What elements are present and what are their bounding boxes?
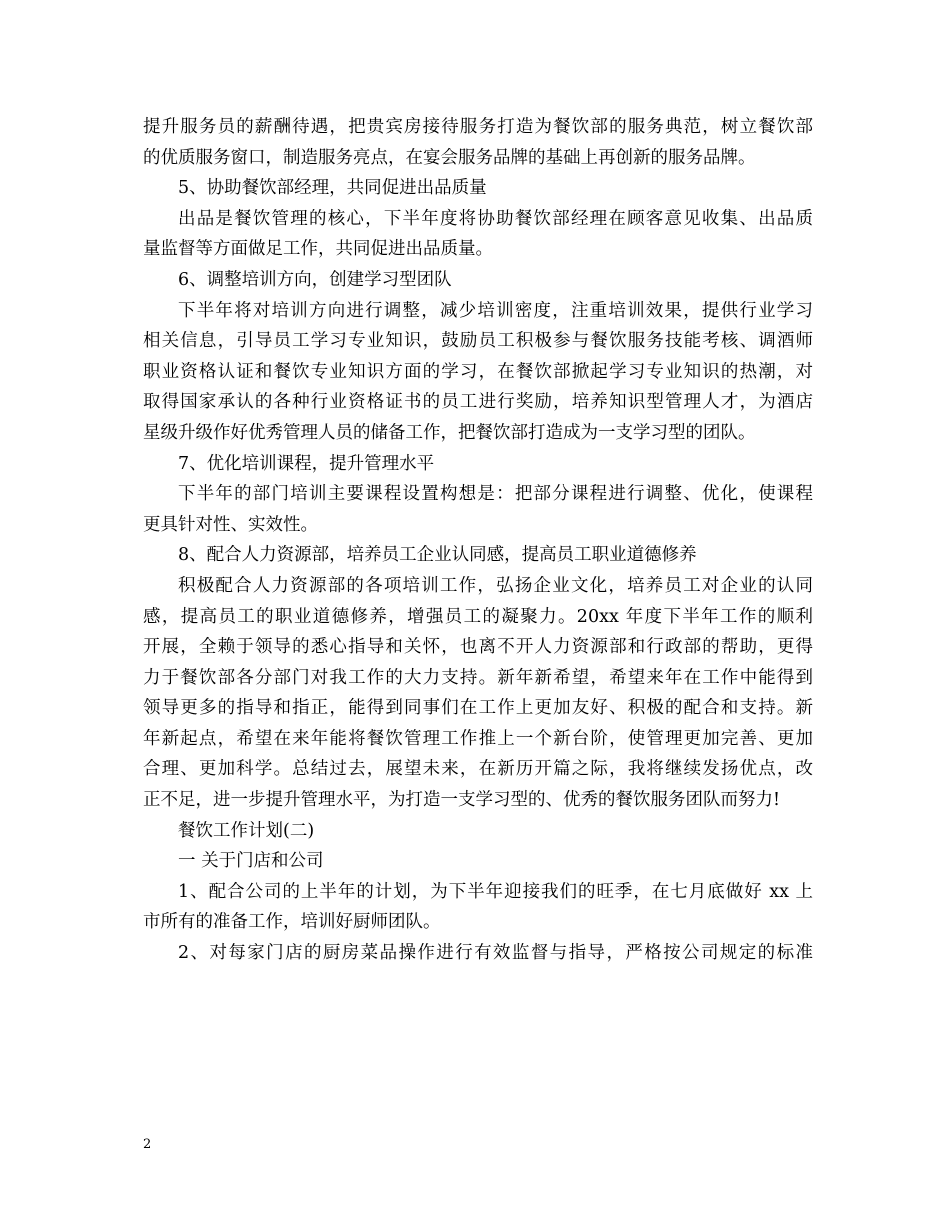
text-line: 年新起点，希望在来年能将餐饮管理工作推上一个新台阶，使管理更加完善、更加: [143, 728, 813, 749]
text-line: 市所有的准备工作，培训好厨师团队。: [143, 912, 441, 933]
text-line: 正不足，进一步提升管理水平，为打造一支学习型的、优秀的餐饮服务团队而努力!: [143, 790, 781, 811]
text-line: 合理、更加科学。总结过去，展望未来，在新历开篇之际，我将继续发扬优点，改: [143, 759, 813, 780]
document-body: [143, 112, 813, 969]
text-line: 1、配合公司的上半年的计划，为下半年迎接我们的旺季，在七月底做好 xx 上: [178, 881, 813, 902]
text-line: 星级升级作好优秀管理人员的储备工作，把餐饮部打造成为一支学习型的团队。: [143, 422, 756, 443]
text-line: 更具针对性、实效性。: [143, 514, 318, 535]
text-line: 职业资格认证和餐饮专业知识方面的学习，在餐饮部掀起学习专业知识的热潮，对: [143, 361, 813, 382]
section-heading: 5、协助餐饮部经理，共同促进出品质量: [178, 178, 487, 199]
text-line: 领导更多的指导和指正，能得到同事们在工作上更加友好、积极的配合和支持。新: [143, 698, 813, 719]
section-heading: 6、调整培训方向，创建学习型团队: [178, 269, 452, 290]
text-line: 量监督等方面做足工作，共同促进出品质量。: [143, 239, 493, 260]
text-line: 下半年将对培训方向进行调整，减少培训密度，注重培训效果，提供行业学习: [178, 300, 813, 321]
text-line: 取得国家承认的各种行业资格证书的员工进行奖励，培养知识型管理人才，为酒店: [143, 392, 813, 413]
text-line: 出品是餐饮管理的核心，下半年度将协助餐饮部经理在顾客意见收集、出品质: [178, 208, 813, 229]
section-heading: 餐饮工作计划(二): [178, 820, 315, 841]
text-line: 2、对每家门店的厨房菜品操作进行有效监督与指导，严格按公司规定的标准: [178, 943, 813, 964]
text-line: 下半年的部门培训主要课程设置构想是：把部分课程进行调整、优化，使课程: [178, 484, 813, 505]
text-line: 力于餐饮部各分部门对我工作的大力支持。新年新希望，希望来年在工作中能得到: [143, 667, 813, 688]
section-heading: 一 关于门店和公司: [178, 851, 324, 872]
section-heading: 8、配合人力资源部，培养员工企业认同感，提高员工职业道德修养: [178, 545, 697, 566]
text-line: 相关信息，引导员工学习专业知识，鼓励员工积极参与餐饮服务技能考核、调酒师: [143, 331, 813, 352]
section-heading: 7、优化培训课程，提升管理水平: [178, 453, 435, 474]
page-number: 2: [143, 1137, 152, 1152]
text-line: 积极配合人力资源部的各项培训工作，弘扬企业文化，培养员工对企业的认同: [178, 575, 813, 596]
text-line: 开展，全赖于领导的悉心指导和关怀，也离不开人力资源部和行政部的帮助，更得: [143, 637, 813, 658]
text-line: 提升服务员的薪酬待遇，把贵宾房接待服务打造为餐饮部的服务典范，树立餐饮部: [143, 117, 813, 137]
text-line: 的优质服务窗口，制造服务亮点，在宴会服务品牌的基础上再创新的服务品牌。: [143, 147, 756, 168]
text-line: 感，提高员工的职业道德修养，增强员工的凝聚力。20xx 年度下半年工作的顺利: [143, 606, 813, 627]
